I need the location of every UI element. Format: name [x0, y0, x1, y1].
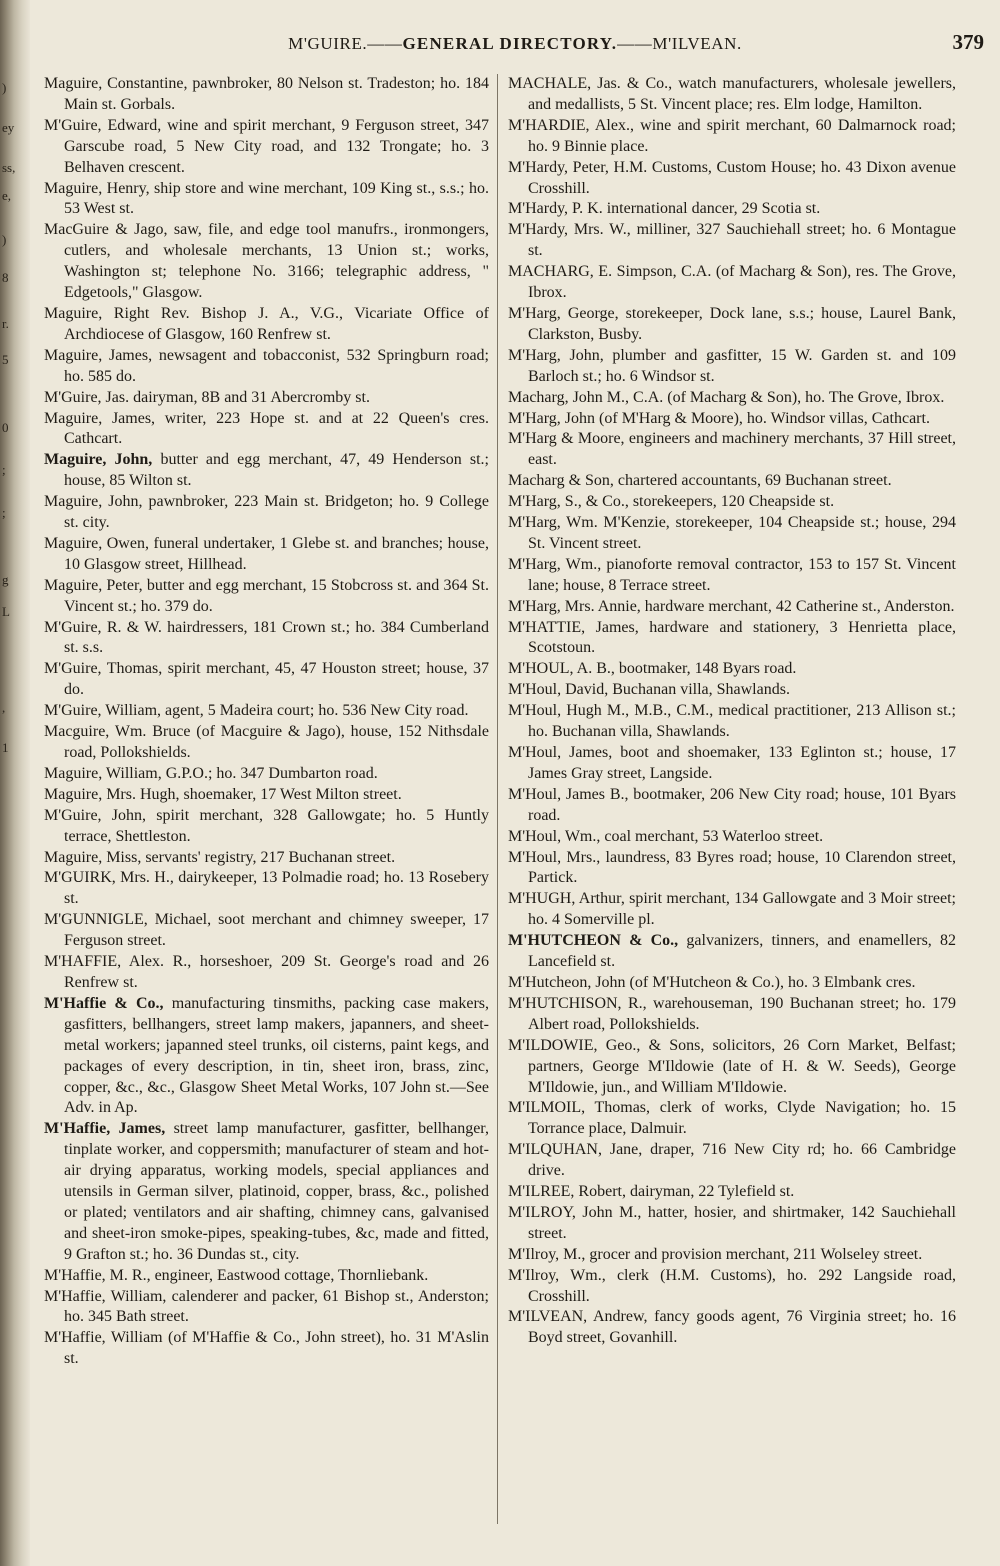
directory-entry [508, 848, 956, 890]
entry-text: M'Houl, James, boot and shoemaker, 133 Eglinton st.; house, 17 James Gray street, Langside. [508, 744, 956, 782]
entry-text: Maguire, Constantine, pawnbroker, 80 Nelson st. Tradeston; ho. 184 Main st. Gorbals. [44, 75, 489, 113]
directory-entry [508, 513, 956, 555]
directory-entry [508, 492, 956, 513]
entry-text: M'ILQUHAN, Jane, draper, 716 New City rd; ho. 66 Cambridge drive. [508, 1141, 956, 1180]
entry-text: Macharg & Son, chartered accountants, 69 Buchanan street. [508, 472, 892, 490]
directory-entry [508, 701, 956, 743]
entry-text: Maguire, Owen, funeral undertaker, 1 Glebe st. and branches; house, 10 Glasgow street, Hillhead. [44, 534, 489, 573]
directory-entry [44, 1287, 489, 1329]
directory-entry [44, 952, 489, 994]
entry-text: M'Harg, Mrs. Annie, hardware merchant, 42 Catherine st., Anderston. [508, 597, 955, 615]
spine-mark: e, [2, 188, 12, 203]
entry-text: M'HATTIE, James, hardware and stationery, 3 Henrietta place, Scotstoun. [508, 618, 956, 657]
entry-text: manufacturing tinsmiths, packing case makers, gasfitters, bellhangers, street lamp makers, japanners, and sheet-metal workers; japanned steel trunks, oil cisterns, paint kegs, and packages of every description, in tin, sheet iron, brass, zinc, copper, &c., &c., Glasgow Sheet Metal Works, 107 John st.—See Adv. in Ap. [64, 994, 490, 1117]
entry-text: M'Haffie, William, calenderer and packer, 61 Bishop st., Anderston; ho. 345 Bath street. [44, 1287, 489, 1326]
entry-text: M'Hardy, P. K. international dancer, 29 Scotia st. [508, 200, 821, 218]
directory-entry [508, 429, 956, 471]
entry-text: M'Hardy, Peter, H.M. Customs, Custom House; ho. 43 Dixon avenue Crosshill. [508, 158, 956, 197]
header-right-keyword: ——M'ILVEAN. [617, 34, 742, 53]
entry-text: Maguire, Miss, servants' registry, 217 Buchanan street. [44, 848, 396, 866]
entry-bold-name: Maguire, John, [44, 451, 153, 469]
entry-text: M'Harg, George, storekeeper, Dock lane, s.s.; house, Laurel Bank, Clarkston, Busby. [508, 304, 956, 343]
directory-entry [508, 618, 956, 660]
entry-text: M'Ilroy, M., grocer and provision merchant, 211 Wolseley street. [508, 1245, 923, 1263]
entry-text: MACHALE, Jas. & Co., watch manufacturers, wholesale jewellers, and medallists, 5 St. Vincent place; res. Elm lodge, Hamilton. [508, 75, 956, 113]
right-column [508, 74, 956, 1349]
entry-text: M'Houl, Wm., coal merchant, 53 Waterloo street. [508, 827, 824, 845]
directory-entry [508, 304, 956, 346]
directory-entry [508, 785, 956, 827]
directory-entry [44, 701, 489, 722]
directory-entry [44, 388, 489, 409]
entry-text: M'HAFFIE, Alex. R., horseshoer, 209 St. George's road and 26 Renfrew st. [44, 953, 489, 991]
entry-bold-name: M'Haffie, James, [44, 1120, 166, 1138]
header-left-keyword: M'GUIRE.—— [288, 34, 403, 53]
directory-entry [44, 220, 489, 304]
directory-entry [508, 597, 956, 618]
directory-entry [44, 910, 489, 952]
entry-text: Macharg, John M., C.A. (of Macharg & Son), ho. The Grove, Ibrox. [508, 388, 945, 406]
entry-text: MacGuire & Jago, saw, file, and edge tool manufrs., ironmongers, cutlers, and wholesale merchants, 13 Union st.; works, Washington st; telephone No. 3166; telegraphic address, " Edgetools," Glasgow. [44, 221, 489, 302]
directory-entry [44, 764, 489, 785]
entry-text: Maguire, Right Rev. Bishop J. A., V.G., Vicariate Office of Archdiocese of Glasgow, 160 Renfrew st. [44, 304, 489, 343]
directory-entry [44, 1328, 489, 1370]
directory-entry [44, 450, 489, 492]
directory-entry [508, 220, 956, 262]
directory-entry [508, 1203, 956, 1245]
directory-entry [44, 994, 489, 1119]
directory-entry [508, 659, 956, 680]
directory-entry [508, 346, 956, 388]
entry-text: M'Harg & Moore, engineers and machinery merchants, 37 Hill street, east. [508, 430, 956, 469]
entry-text: M'ILVEAN, Andrew, fancy goods agent, 76 Virginia street; ho. 16 Boyd street, Govanhill. [508, 1308, 956, 1347]
directory-entry [508, 743, 956, 785]
spine-mark: 5 [2, 352, 9, 367]
entry-text: M'Harg, John (of M'Harg & Moore), ho. Windsor villas, Cathcart. [508, 409, 930, 427]
entry-text: M'Guire, R. & W. hairdressers, 181 Crown st.; ho. 384 Cumberland st. s.s. [44, 618, 489, 657]
page-number: 379 [952, 30, 984, 54]
directory-entry [44, 659, 489, 701]
directory-entry [44, 346, 489, 388]
spine-mark: 0 [2, 420, 9, 435]
entry-text: M'HARDIE, Alex., wine and spirit merchant, 60 Dalmarnock road; ho. 9 Binnie place. [508, 116, 956, 155]
directory-entry [508, 994, 956, 1036]
entry-text: M'ILMOIL, Thomas, clerk of works, Clyde Navigation; ho. 15 Torrance place, Dalmuir. [508, 1099, 956, 1138]
directory-entry [44, 576, 489, 618]
spine-mark: 1 [2, 740, 9, 755]
directory-entry [508, 74, 956, 116]
spine-mark: ; [2, 462, 6, 477]
directory-entry [508, 555, 956, 597]
entry-text: Maguire, John, pawnbroker, 223 Main st. Bridgeton; ho. 9 College st. city. [44, 493, 489, 532]
directory-page [30, 0, 1000, 1566]
header-title [30, 34, 1000, 54]
directory-entry [508, 388, 956, 409]
entry-text: M'Harg, S., & Co., storekeepers, 120 Cheapside st. [508, 493, 835, 511]
spine-mark: ; [2, 505, 6, 520]
directory-entry [508, 262, 956, 304]
directory-entry [508, 680, 956, 701]
directory-entry [508, 973, 956, 994]
entry-text: M'Hardy, Mrs. W., milliner, 327 Sauchiehall street; ho. 6 Montague st. [508, 221, 956, 260]
directory-entry [508, 199, 956, 220]
entry-text: M'Guire, Jas. dairyman, 8B and 31 Abercromby st. [44, 388, 370, 406]
directory-entry [44, 868, 489, 910]
entry-text: Maguire, James, newsagent and tobacconist, 532 Springburn road; ho. 585 do. [44, 346, 489, 385]
directory-entry [508, 931, 956, 973]
entry-text: M'Houl, James B., bootmaker, 206 New City road; house, 101 Byars road. [508, 785, 956, 824]
directory-entry [508, 1140, 956, 1182]
entry-text: M'Haffie, William (of M'Haffie & Co., John street), ho. 31 M'Aslin st. [44, 1329, 489, 1368]
directory-entry [508, 409, 956, 430]
directory-entry [44, 492, 489, 534]
entry-text: M'GUNNIGLE, Michael, soot merchant and chimney sweeper, 17 Ferguson street. [44, 911, 489, 950]
entry-text: Maguire, William, G.P.O.; ho. 347 Dumbarton road. [44, 764, 378, 782]
entry-text: Macguire, Wm. Bruce (of Macguire & Jago), house, 152 Nithsdale road, Pollokshields. [44, 723, 489, 761]
directory-entry [44, 806, 489, 848]
entry-text: Maguire, James, writer, 223 Hope st. and at 22 Queen's cres. Cathcart. [44, 409, 489, 448]
book-spine-margin [0, 0, 30, 1566]
spine-mark: ) [2, 80, 7, 95]
entry-text: M'HUTCHISON, R., warehouseman, 190 Buchanan street; ho. 179 Albert road, Pollokshields. [508, 994, 956, 1033]
entry-text: M'GUIRK, Mrs. H., dairykeeper, 13 Polmadie road; ho. 13 Rosebery st. [44, 869, 489, 908]
directory-entry [44, 304, 489, 346]
entry-text: M'Harg, Wm., pianoforte removal contractor, 153 to 157 St. Vincent lane; house, 8 Terrace street. [508, 555, 956, 594]
entry-text: M'Houl, Hugh M., M.B., C.M., medical practitioner, 213 Allison st.; ho. Buchanan villa, Shawlands. [508, 702, 956, 741]
entry-text: M'HUGH, Arthur, spirit merchant, 134 Gallowgate and 3 Moir street; ho. 4 Somerville pl. [508, 890, 956, 929]
entry-text: M'Harg, Wm. M'Kenzie, storekeeper, 104 Cheapside st.; house, 294 St. Vincent street. [508, 514, 956, 552]
directory-entry [508, 827, 956, 848]
spine-mark: g [2, 572, 9, 587]
directory-entry [508, 1266, 956, 1308]
running-header [30, 30, 1000, 60]
entry-text: M'Harg, John, plumber and gasfitter, 15 W. Garden st. and 109 Barloch st.; ho. 6 Windsor st. [508, 346, 956, 385]
entry-text: M'Guire, John, spirit merchant, 328 Gallowgate; ho. 5 Huntly terrace, Shettleston. [44, 806, 489, 845]
directory-entry [508, 1036, 956, 1099]
entry-text: M'Guire, William, agent, 5 Madeira court; ho. 536 New City road. [44, 702, 469, 720]
spine-mark: , [2, 700, 6, 715]
entry-bold-name: M'Haffie & Co., [44, 994, 164, 1012]
directory-entry [44, 74, 489, 116]
directory-entry [508, 158, 956, 200]
entry-text: butter and egg merchant, 47, 49 Henderson st.; house, 85 Wilton st. [64, 451, 489, 490]
directory-entry [508, 116, 956, 158]
entry-text: M'ILDOWIE, Geo., & Sons, solicitors, 26 Corn Market, Belfast; partners, George M'Ildowie (late of H. & W. Seeds), George M'Ildowie, jun., and William M'Ildowie. [508, 1036, 956, 1096]
entry-text: M'Guire, Edward, wine and spirit merchant, 9 Ferguson street, 347 Garscube road, 5 New City road, and 132 Trongate; ho. 3 Belhaven crescent. [44, 116, 489, 176]
directory-entry [44, 1266, 489, 1287]
directory-entry [508, 889, 956, 931]
spine-mark: r. [2, 316, 9, 331]
entry-text: M'Ilroy, Wm., clerk (H.M. Customs), ho. 292 Langside road, Crosshill. [508, 1266, 956, 1305]
directory-entry [44, 534, 489, 576]
left-column [44, 74, 489, 1370]
spine-mark: L [2, 604, 10, 619]
header-center-title: GENERAL DIRECTORY. [402, 34, 618, 53]
entry-text: M'Haffie, M. R., engineer, Eastwood cottage, Thornliebank. [44, 1266, 429, 1284]
directory-entry [44, 409, 489, 451]
entry-text: Maguire, Peter, butter and egg merchant, 15 Stobcross st. and 364 St. Vincent st.; ho. 379 do. [44, 576, 489, 615]
column-divider [497, 74, 498, 1524]
entry-text: MACHARG, E. Simpson, C.A. (of Macharg & Son), res. The Grove, Ibrox. [508, 263, 956, 302]
directory-entry [44, 722, 489, 764]
directory-entry [44, 179, 489, 221]
directory-entry [44, 116, 489, 179]
spine-mark: 8 [2, 270, 9, 285]
directory-entry [508, 1307, 956, 1349]
directory-entry [508, 471, 956, 492]
entry-text: galvanizers, tinners, and enamellers, 82 Lancefield st. [528, 932, 956, 971]
directory-entry [44, 618, 489, 660]
entry-text: M'HOUL, A. B., bootmaker, 148 Byars road. [508, 660, 797, 678]
spine-mark: ss, [2, 160, 16, 175]
entry-text: Maguire, Mrs. Hugh, shoemaker, 17 West Milton street. [44, 785, 402, 803]
directory-entry [44, 848, 489, 869]
directory-entry [508, 1245, 956, 1266]
entry-text: M'Guire, Thomas, spirit merchant, 45, 47 Houston street; house, 37 do. [44, 660, 489, 699]
entry-text: M'ILROY, John M., hatter, hosier, and shirtmaker, 142 Sauchiehall street. [508, 1203, 956, 1242]
entry-text: M'ILREE, Robert, dairyman, 22 Tylefield st. [508, 1183, 795, 1201]
spine-mark: ) [2, 232, 7, 247]
entry-text: M'Houl, David, Buchanan villa, Shawlands. [508, 681, 790, 699]
directory-entry [44, 785, 489, 806]
directory-entry [508, 1182, 956, 1203]
entry-text: M'Hutcheon, John (of M'Hutcheon & Co.), ho. 3 Elmbank cres. [508, 973, 916, 991]
directory-entry [508, 1098, 956, 1140]
directory-entry [44, 1119, 489, 1265]
entry-text: Maguire, Henry, ship store and wine merchant, 109 King st., s.s.; ho. 53 West st. [44, 179, 489, 218]
spine-mark: ey [2, 120, 15, 135]
entry-bold-name: M'HUTCHEON & Co., [508, 932, 679, 950]
entry-text: M'Houl, Mrs., laundress, 83 Byres road; house, 10 Clarendon street, Partick. [508, 848, 956, 887]
entry-text: street lamp manufacturer, gasfitter, bellhanger, tinplate worker, and coppersmith; manufacturer of steam and hot-air drying apparatus, working models, special appliances and utensils in German silver, platinoid, copper, brass, &c., polished or plated; ventilators and air shafting, chimney cans, galvanised and sheet-iron smoke-pipes, speaking-tubes, &c, made and fitted, 9 Grafton st.; ho. 36 Dundas st., city. [64, 1120, 489, 1263]
